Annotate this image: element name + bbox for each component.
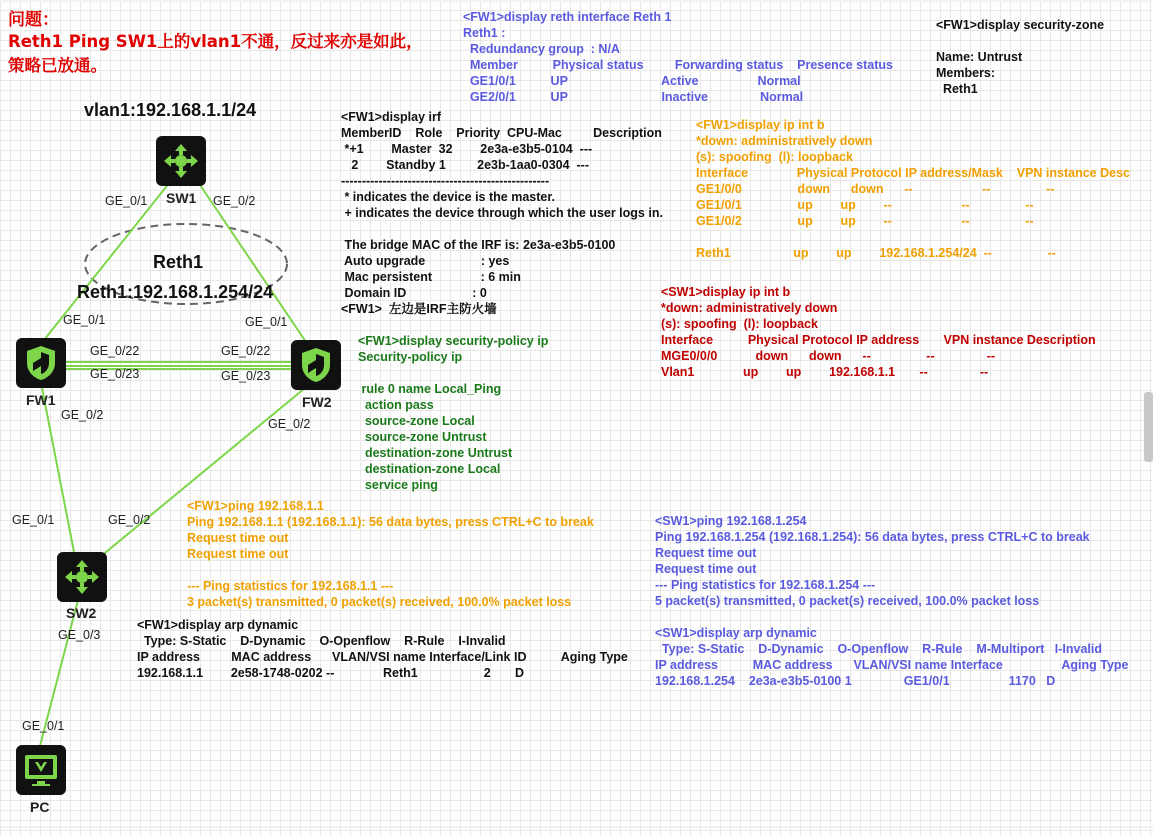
sw2-name: SW2 [66, 605, 97, 621]
reth1-ip-label: Reth1:192.168.1.254/24 [77, 282, 274, 302]
port-label: GE_0/22 [90, 344, 140, 358]
pc-name: PC [30, 799, 50, 815]
security-policy-output: <FW1>display security-policy ip Security-policy ip rule 0 name Local_Ping action pass source-zone Local source-zone Untrust destination-zone Untrust destination-zone Local service ping [358, 334, 549, 492]
port-label: GE_0/1 [245, 315, 288, 329]
port-label: GE_0/1 [63, 313, 106, 327]
reth-interface-output: <FW1>display reth interface Reth 1 Reth1 : Redundancy group : N/A Member Physical status Forwarding status Presence status GE1/0/1 UP Active Normal GE2/0/1 UP Inactive Normal [463, 10, 893, 104]
fw1-device[interactable] [16, 338, 66, 388]
port-label: GE_0/2 [61, 408, 104, 422]
port-label: GE_0/22 [221, 344, 271, 358]
port-label: GE_0/23 [90, 367, 140, 381]
question-label: 问题： [8, 10, 59, 30]
sw1-arp-output: <SW1>display arp dynamic Type: S-Static D-Dynamic O-Openflow R-Rule M-Multiport I-Invalid IP address MAC address VLAN/VSI name Interface Aging Type 192.168.1.254 2e3a-e3b5-0100 1 GE1/0/1 1170 D [655, 626, 1129, 688]
fw1-name: FW1 [26, 392, 56, 408]
port-label: GE_0/2 [268, 417, 311, 431]
fw1-ip-int-output: <FW1>display ip int b *down: administratively down (s): spoofing (l): loopback Interface Physical Protocol IP address/Mask VPN instance Desc GE1/0/0 down down -- -- -- GE1/0/1 up up -- -- -- GE1/0/2 up up -- -- -- Reth1 up up 192.168.1.254/24 -- -- [696, 118, 1130, 260]
question-line-1: Reth1 Ping SW1上的vlan1不通，反过来亦是如此， [8, 32, 423, 51]
question-line-2: 策略已放通。 [8, 56, 107, 75]
pc-device[interactable] [16, 745, 66, 795]
switch-icon [62, 557, 102, 597]
fw2-name: FW2 [302, 394, 332, 410]
fw2-device[interactable] [291, 340, 341, 390]
reth1-label: Reth1 [153, 252, 204, 272]
sw1-ip-int-output: <SW1>display ip int b *down: administratively down (s): spoofing (l): loopback Interface Physical Protocol IP address VPN instance Description MGE0/0/0 down down -- -- -- Vlan1 up up 192.168.1.1 -- -- [661, 285, 1096, 379]
irf-output: <FW1>display irf MemberID Role Priority CPU-Mac Description *+1 Master 32 2e3a-e3b5-0104 --- 2 Standby 1 2e3b-1aa0-0304 --- -------------------------------------------------- * indicates the device is the master. + indicates the device through which the user logs in. The bridge MAC of the IRF is: 2e3a-e3b5-0100 Auto upgrade : yes Mac persistent : 6 min Domain ID : 0 <FW1> 左边是IRF主防火墙 [341, 110, 663, 316]
fw1-ping-output: <FW1>ping 192.168.1.1 Ping 192.168.1.1 (192.168.1.1): 56 data bytes, press CTRL+C to break Request time out Request time out --- Ping statistics for 192.168.1.1 --- 3 packet(s) transmitted, 0 packet(s) received, 100.0% packet loss [187, 499, 594, 609]
switch-icon [161, 141, 201, 181]
fw1-arp-output: <FW1>display arp dynamic Type: S-Static D-Dynamic O-Openflow R-Rule I-Invalid IP address MAC address VLAN/VSI name Interface/Link ID Aging Type 192.168.1.1 2e58-1748-0202 -- Reth1 2 D [137, 618, 628, 680]
firewall-shield-icon [21, 343, 61, 383]
security-zone-output: <FW1>display security-zone Name: Untrust Members: Reth1 [936, 18, 1105, 96]
sw1-ping-output: <SW1>ping 192.168.1.254 Ping 192.168.1.254 (192.168.1.254): 56 data bytes, press CTRL+C to break Request time out Request time out --- Ping statistics for 192.168.1.254 --- 5 packet(s) transmitted, 0 packet(s) received, 100.0% packet loss [655, 514, 1090, 608]
vlan1-label: vlan1:192.168.1.1/24 [84, 100, 257, 120]
port-label: GE_0/23 [221, 369, 271, 383]
sw1-device[interactable] [156, 136, 206, 186]
monitor-icon [21, 750, 61, 790]
sw2-device[interactable] [57, 552, 107, 602]
sw1-name: SW1 [166, 190, 197, 206]
firewall-shield-icon [296, 345, 336, 385]
port-label: GE_0/3 [58, 628, 101, 642]
vertical-scrollbar[interactable] [1144, 392, 1153, 462]
port-label: GE_0/1 [22, 719, 65, 733]
port-label: GE_0/2 [213, 194, 256, 208]
port-label: GE_0/1 [12, 513, 55, 527]
port-label: GE_0/1 [105, 194, 148, 208]
port-label: GE_0/2 [108, 513, 151, 527]
bottom-divider [0, 826, 1153, 828]
